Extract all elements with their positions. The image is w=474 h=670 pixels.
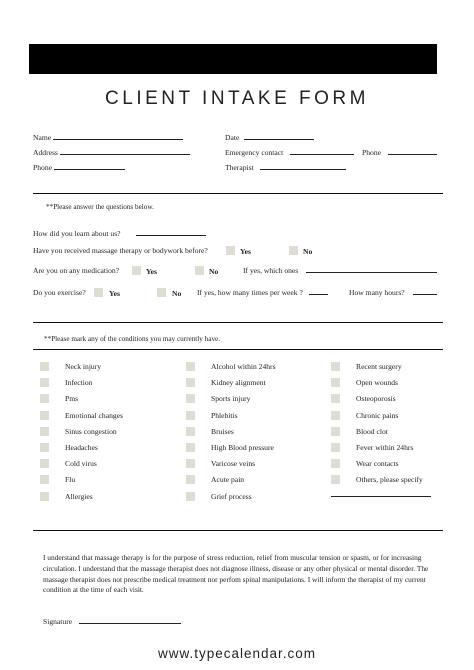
condition-checkbox[interactable] [40, 378, 49, 387]
condition-checkbox[interactable] [186, 378, 195, 387]
which-ones-field[interactable] [306, 272, 437, 273]
condition-checkbox[interactable] [331, 362, 340, 371]
medication-yes-label: Yes [146, 267, 157, 276]
separator-2 [33, 322, 443, 323]
address-field[interactable] [60, 154, 190, 155]
exercise-question: Do you exercise? [33, 288, 86, 297]
condition-checkbox[interactable] [186, 492, 195, 501]
condition-label: Others, please specify [356, 475, 423, 485]
condition-checkbox[interactable] [331, 459, 340, 468]
conditions-note: **Please mark any of the conditions you may currently have. [44, 335, 221, 343]
massage-no-label: No [303, 247, 313, 256]
learn-question: How did you learn about us? [33, 229, 121, 238]
massage-before-question: Have you received massage therapy or bodywork before? [33, 246, 208, 255]
emergency-contact-field[interactable] [290, 154, 354, 155]
condition-checkbox[interactable] [40, 427, 49, 436]
how-many-hours-field[interactable] [413, 294, 437, 295]
header-bar [29, 44, 437, 74]
condition-checkbox[interactable] [40, 411, 49, 420]
phone-field[interactable] [54, 169, 125, 170]
date-field[interactable] [244, 139, 314, 140]
signature-label: Signature [43, 617, 73, 626]
condition-label: High Blood pressure [211, 443, 274, 452]
condition-label: Varicose veins [211, 459, 256, 469]
condition-label: Allergies [65, 491, 93, 501]
condition-checkbox[interactable] [186, 411, 195, 420]
condition-label: Open wounds [356, 378, 398, 388]
condition-checkbox[interactable] [186, 475, 195, 484]
others-specify-field[interactable] [331, 496, 431, 497]
condition-checkbox[interactable] [40, 443, 49, 452]
condition-label: Osteoporosis [356, 394, 396, 404]
medication-question: Are you on any medication? [33, 266, 120, 275]
condition-checkbox[interactable] [331, 443, 340, 452]
massage-yes-label: Yes [240, 247, 251, 256]
condition-label: Kidney alignment [211, 378, 266, 388]
medication-no-label: No [209, 267, 219, 276]
condition-checkbox[interactable] [331, 394, 340, 403]
condition-label: Alcohol within 24hrs [211, 362, 276, 371]
condition-checkbox[interactable] [331, 475, 340, 484]
condition-checkbox[interactable] [186, 443, 195, 452]
condition-label: Phlebitis [211, 410, 238, 420]
condition-label: Flu [65, 475, 76, 485]
condition-label: Acute pain [211, 475, 245, 485]
condition-label: Sinus congestion [65, 426, 117, 436]
condition-label: Wear contacts [356, 459, 399, 469]
separator-3 [33, 349, 443, 350]
condition-checkbox[interactable] [40, 362, 49, 371]
condition-checkbox[interactable] [40, 394, 49, 403]
condition-label: Cold virus [65, 459, 97, 469]
therapist-label: Therapist [225, 163, 254, 172]
therapist-field[interactable] [260, 169, 346, 170]
condition-label: Neck injury [65, 362, 102, 371]
signature-field[interactable] [79, 623, 181, 624]
exercise-yes-label: Yes [109, 289, 120, 298]
footer-website: www.typecalendar.com [157, 646, 317, 661]
learn-field[interactable] [136, 235, 206, 236]
date-label: Date [225, 133, 240, 142]
condition-label: Fever within 24hrs [356, 443, 414, 452]
address-label: Address [33, 148, 58, 157]
condition-checkbox[interactable] [331, 411, 340, 420]
condition-label: Sports injury [211, 394, 251, 404]
name-label: Name [33, 133, 52, 142]
which-ones-label: If yes, which ones [243, 266, 299, 275]
condition-checkbox[interactable] [40, 492, 49, 501]
condition-label: Blood clot [356, 426, 388, 436]
times-per-week-field[interactable] [309, 294, 328, 295]
phone-label: Phone [33, 163, 52, 172]
separator-4 [33, 530, 443, 531]
condition-label: Bruises [211, 426, 234, 436]
condition-checkbox[interactable] [40, 475, 49, 484]
exercise-no-checkbox[interactable] [157, 288, 166, 297]
exercise-yes-checkbox[interactable] [94, 288, 103, 297]
exercise-no-label: No [172, 289, 182, 298]
times-per-week-label: If yes, how many times per week ? [197, 288, 303, 297]
form-title: CLIENT INTAKE FORM [105, 88, 369, 109]
condition-checkbox[interactable] [331, 427, 340, 436]
emergency-contact-label: Emergency contact [225, 148, 284, 157]
condition-label: Infection [65, 378, 93, 388]
condition-checkbox[interactable] [186, 362, 195, 371]
phone2-field[interactable] [388, 154, 437, 155]
massage-no-checkbox[interactable] [289, 246, 298, 255]
medication-yes-checkbox[interactable] [132, 266, 141, 275]
medication-no-checkbox[interactable] [195, 266, 204, 275]
separator-1 [33, 193, 443, 194]
condition-label: Grief process [211, 491, 252, 501]
consent-statement: I understand that massage therapy is for the purpose of stress reduction, relief from muscular tension or spasm, or for increasing circulation. I understand that the massage therapist does not diagnose illness, disease or any other physical or mental disorder. The massage therapist does not prescribe medical treatment nor perfom spinal manipulations. I will inform the therapist of my current condition at the time of each visit. [43, 553, 429, 595]
condition-label: Pms [65, 394, 79, 404]
questions-note: **Please answer the questions below. [46, 203, 154, 211]
condition-label: Recent surgery [356, 362, 402, 371]
condition-checkbox[interactable] [331, 378, 340, 387]
condition-label: Headaches [65, 443, 98, 452]
condition-checkbox[interactable] [40, 459, 49, 468]
condition-label: Emotional changes [65, 410, 123, 420]
massage-yes-checkbox[interactable] [226, 246, 235, 255]
condition-label: Chronic pains [356, 410, 399, 420]
how-many-hours-label: How many hours? [349, 288, 405, 297]
condition-checkbox[interactable] [186, 459, 195, 468]
name-field[interactable] [53, 139, 183, 140]
phone2-label: Phone [362, 148, 381, 157]
condition-checkbox[interactable] [186, 427, 195, 436]
condition-checkbox[interactable] [186, 394, 195, 403]
